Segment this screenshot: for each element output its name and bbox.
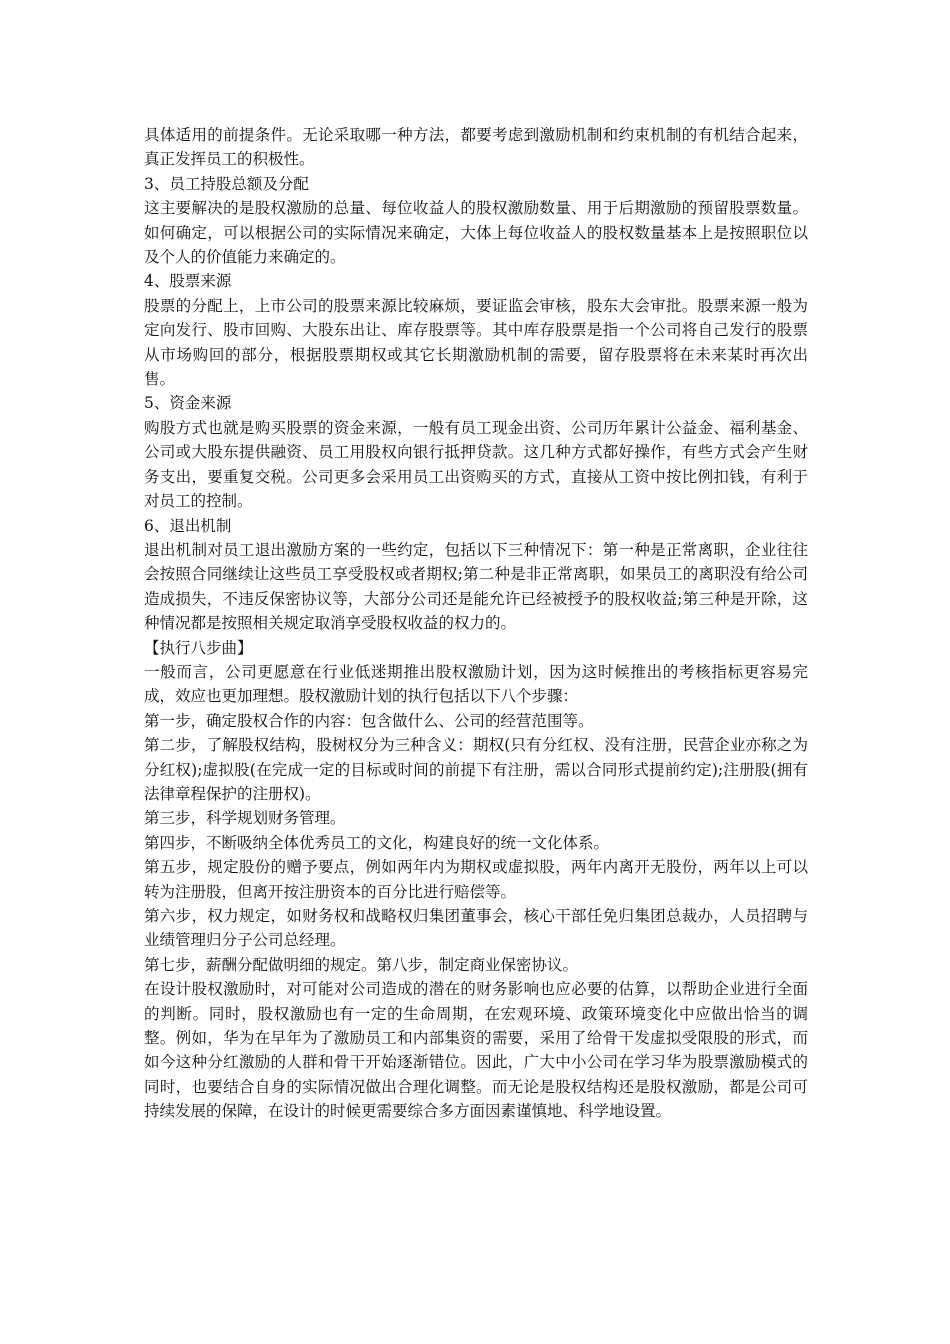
heading-fund-source: 5、资金来源 — [144, 394, 232, 413]
paragraph-fund-source: 购股方式也就是购买股票的资金来源，一般有员工现金出资、公司历年累计公益金、福利基金、公司或大股东提供融资、员工用股权向银行抵押贷款。这几种方式都好操作，有些方式会产生财务支出，要重复交税。公司更多会采用员工出资购买的方式，直接从工资中按比例扣钱，有利于对员工的控制。 — [144, 418, 808, 511]
paragraph-step-four: 第四步，不断吸纳全体优秀员工的文化，构建良好的统一文化体系。 — [144, 833, 610, 852]
paragraph-intro-continued: 具体适用的前提条件。无论采取哪一种方法，都要考虑到激励机制和约束机制的有机结合起来，真正发挥员工的积极性。 — [144, 126, 808, 169]
heading-exit-mechanism: 6、退出机制 — [144, 516, 232, 535]
heading-stock-source: 4、股票来源 — [144, 272, 232, 291]
paragraph-step-three: 第三步，科学规划财务管理。 — [144, 809, 346, 828]
heading-employee-shareholding: 3、员工持股总额及分配 — [144, 174, 309, 193]
document-body — [144, 123, 808, 1124]
paragraph-step-five: 第五步，规定股份的赠予要点，例如两年内为期权或虚拟股，两年内离开无股份，两年以上可以转为注册股，但离开按注册资本的百分比进行赔偿等。 — [144, 858, 808, 901]
paragraph-step-seven-eight: 第七步，薪酬分配做明细的规定。第八步，制定商业保密协议。 — [144, 955, 579, 974]
paragraph-exit-mechanism: 退出机制对员工退出激励方案的一些约定，包括以下三种情况下：第一种是正常离职，企业往往会按照合同继续让这些员工享受股权或者期权;第二种是非正常离职，如果员工的离职没有给公司造成损失，不违反保密协议等，大部分公司还是能允许已经被授予的股权收益;第三种是开除，这种情况都是按照相关规定取消享受股权收益的权力的。 — [144, 540, 808, 633]
paragraph-step-two: 第二步，了解股权结构，股树权分为三种含义：期权(只有分红权、没有注册，民营企业亦称之为分红权);虚拟股(在完成一定的目标或时间的前提下有注册，需以合同形式提前约定);注册股(拥有法律章程保护的注册权)。 — [144, 736, 808, 803]
paragraph-employee-shareholding: 这主要解决的是股权激励的总量、每位收益人的股权激励数量、用于后期激励的预留股票数量。如何确定，可以根据公司的实际情况来确定，大体上每位收益人的股权数量基本上是按照职位以及个人的价值能力来确定的。 — [144, 199, 808, 267]
heading-eight-steps: 【执行八步曲】 — [144, 638, 253, 657]
paragraph-step-one: 第一步，确定股权合作的内容：包含做什么、公司的经营范围等。 — [144, 711, 594, 730]
paragraph-conclusion: 在设计股权激励时，对可能对公司造成的潜在的财务影响也应必要的估算，以帮助企业进行全面的判断。同时，股权激励也有一定的生命周期，在宏观环境、政策环境变化中应做出恰当的调整。例如，华为在早年为了激励员工和内部集资的需要，采用了给骨干发虚拟受限股的形式，而如今这种分红激励的人群和骨干开始逐渐错位。因此，广大中小公司在学习华为股票激励模式的同时，也要结合自身的实际情况做出合理化调整。而无论是股权结构还是股权激励，都是公司可持续发展的保障，在设计的时候更需要综合多方面因素谨慎地、科学地设置。 — [144, 980, 808, 1121]
paragraph-stock-source: 股票的分配上，上市公司的股票来源比较麻烦，要证监会审核，股东大会审批。股票来源一般为定向发行、股市回购、大股东出让、库存股票等。其中库存股票是指一个公司将自己发行的股票从市场购回的部分，根据股票期权或其它长期激励机制的需要，留存股票将在未来某时再次出售。 — [144, 296, 808, 389]
paragraph-step-six: 第六步，权力规定，如财务权和战略权归集团董事会，核心干部任免归集团总裁办，人员招聘与业绩管理归分子公司总经理。 — [144, 907, 808, 950]
paragraph-eight-steps-intro: 一般而言，公司更愿意在行业低迷期推出股权激励计划，因为这时候推出的考核指标更容易完成，效应也更加理想。股权激励计划的执行包括以下八个步骤： — [144, 662, 808, 706]
